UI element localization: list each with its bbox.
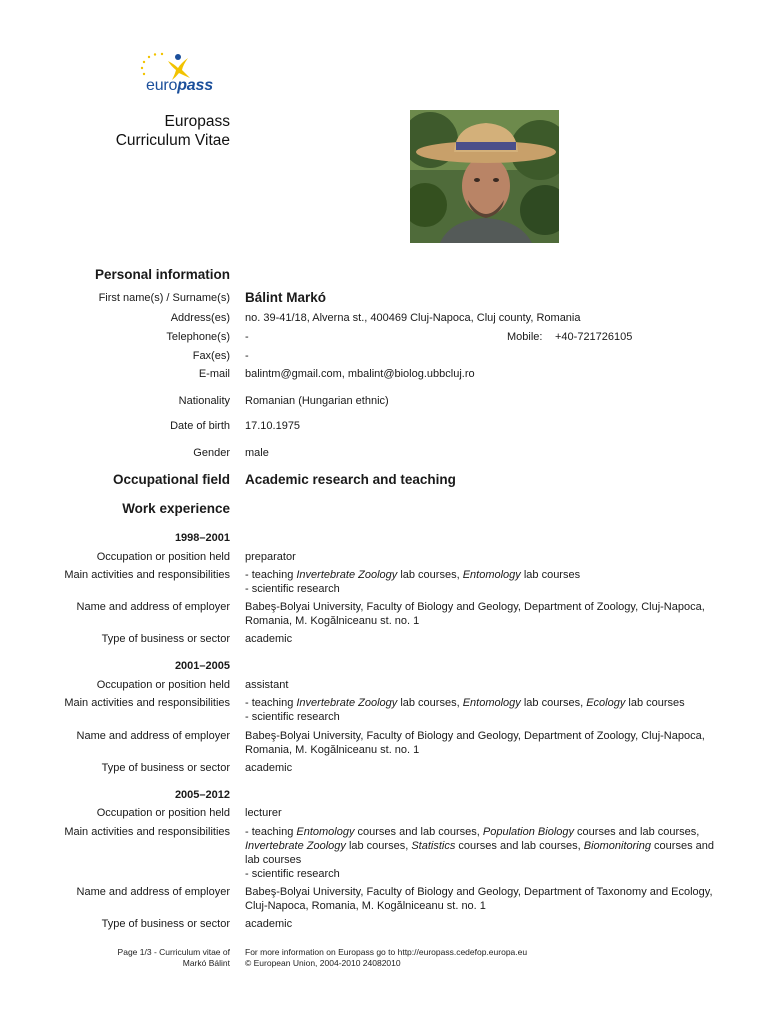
job-period: 1998–2001 bbox=[174, 532, 230, 544]
section-work-experience: Work experience bbox=[122, 501, 230, 516]
occupation-label: Occupation or position held bbox=[96, 807, 230, 819]
activities-label: Main activities and responsibilities bbox=[64, 569, 230, 581]
fax-value: - bbox=[245, 350, 249, 362]
nationality-label: Nationality bbox=[178, 395, 230, 407]
footer-page-line2: Markó Bálint bbox=[182, 957, 230, 968]
footer-info-line2: © European Union, 2004-2010 24082010 bbox=[245, 957, 401, 968]
employer-label: Name and address of employer bbox=[76, 601, 230, 613]
job-period: 2005–2012 bbox=[174, 789, 230, 801]
gender-label: Gender bbox=[193, 447, 230, 459]
employer-value: Babeş-Bolyai University, Faculty of Biology and Geology, Department of Zoology, Cluj-Napoca, Romania, M. Kogălniceanu st. no. 1 bbox=[245, 730, 705, 756]
occupation-label: Occupation or position held bbox=[96, 679, 230, 691]
section-personal-information: Personal information bbox=[94, 267, 230, 282]
footer-page-line1: Page 1/3 - Curriculum vitae of bbox=[117, 947, 230, 957]
business-label: Type of business or sector bbox=[101, 633, 230, 645]
address-label: Address(es) bbox=[170, 312, 230, 324]
business-label: Type of business or sector bbox=[101, 918, 230, 930]
activities-label: Main activities and responsibilities bbox=[64, 826, 230, 838]
footer-page-info bbox=[118, 947, 230, 968]
activities-value: - teaching Entomology courses and lab courses, Population Biology courses and lab courses, Invertebrate Zoology lab courses, Statistics courses and lab courses, Biomonitoring courses and lab courses - scientific research bbox=[245, 826, 714, 880]
dob-label: Date of birth bbox=[170, 420, 230, 432]
dob-value: 17.10.1975 bbox=[245, 420, 301, 432]
employer-label: Name and address of employer bbox=[76, 886, 230, 898]
employer-label: Name and address of employer bbox=[76, 730, 230, 742]
occupational-field-value: Academic research and teaching bbox=[245, 472, 456, 487]
document-title-line2: Curriculum Vitae bbox=[115, 132, 230, 149]
activities-value: - teaching Invertebrate Zoology lab courses, Entomology lab courses, Ecology lab courses - scientific research bbox=[245, 697, 685, 723]
document-title-line1: Europass bbox=[164, 113, 230, 130]
gender-value: male bbox=[245, 447, 269, 459]
name-label: First name(s) / Surname(s) bbox=[98, 292, 230, 304]
europass-logo bbox=[134, 52, 224, 98]
fax-label: Fax(es) bbox=[192, 350, 230, 362]
telephone-value: - bbox=[245, 331, 249, 343]
business-value: academic bbox=[245, 762, 293, 774]
nationality-value: Romanian (Hungarian ethnic) bbox=[245, 395, 389, 407]
address-value: no. 39-41/18, Alverna st., 400469 Cluj-Napoca, Cluj county, Romania bbox=[245, 312, 581, 324]
occupation-value: preparator bbox=[245, 551, 296, 563]
footer-info-line1[interactable]: For more information on Europass go to http://europass.cedefop.europa.eu bbox=[245, 947, 528, 957]
activities-label: Main activities and responsibilities bbox=[64, 697, 230, 709]
occupation-value: assistant bbox=[245, 679, 289, 691]
business-label: Type of business or sector bbox=[101, 762, 230, 774]
occupation-label: Occupation or position held bbox=[96, 551, 230, 563]
mobile-label: Mobile: bbox=[507, 331, 543, 343]
job-period: 2001–2005 bbox=[174, 660, 230, 672]
occupation-value: lecturer bbox=[245, 807, 282, 819]
business-value: academic bbox=[245, 918, 293, 930]
activities-value: - teaching Invertebrate Zoology lab courses, Entomology lab courses - scientific research bbox=[245, 569, 581, 595]
email-value[interactable]: balintm@gmail.com, mbalint@biolog.ubbcluj.ro bbox=[245, 368, 475, 380]
footer-europass-info bbox=[245, 947, 527, 968]
europass-logo-text: europass bbox=[146, 77, 213, 94]
full-name: Bálint Markó bbox=[245, 290, 327, 305]
business-value: academic bbox=[245, 633, 293, 645]
occupational-field-label: Occupational field bbox=[112, 472, 230, 487]
profile-photo bbox=[410, 110, 559, 243]
mobile-value: +40-721726105 bbox=[555, 331, 633, 343]
employer-value: Babeş-Bolyai University, Faculty of Biology and Geology, Department of Taxonomy and Ecology, Cluj-Napoca, Romania, M. Kogălniceanu st. no. 1 bbox=[245, 886, 713, 912]
employer-value: Babeş-Bolyai University, Faculty of Biology and Geology, Department of Zoology, Cluj-Napoca, Romania, M. Kogălniceanu st. no. 1 bbox=[245, 601, 705, 627]
email-label: E-mail bbox=[198, 368, 230, 380]
telephone-label: Telephone(s) bbox=[166, 331, 230, 343]
